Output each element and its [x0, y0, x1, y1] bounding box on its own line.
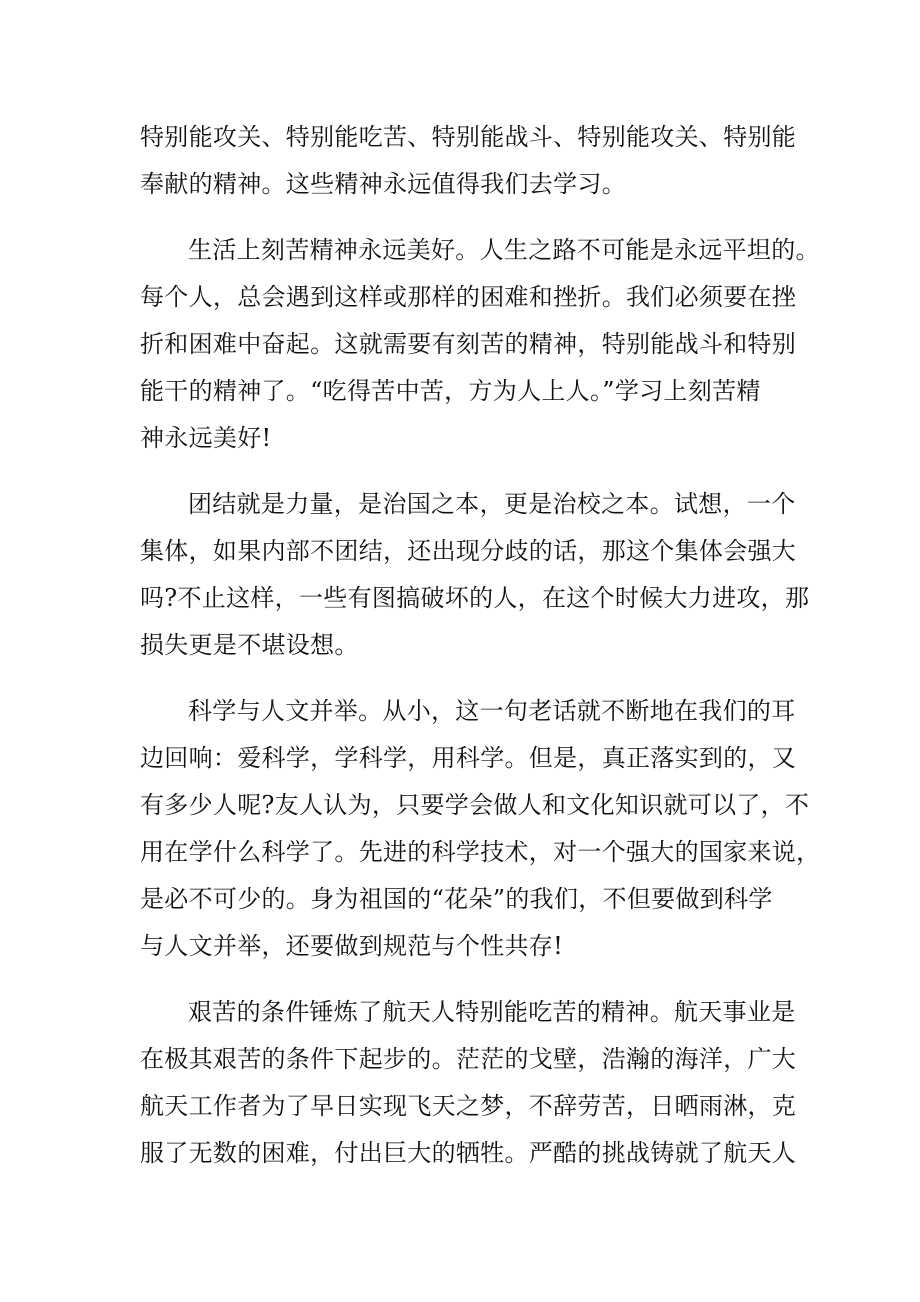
text-line: 有多少人呢?友人认为，只要学会做人和文化知识就可以了，不	[140, 791, 810, 819]
text-line: 神永远美好!	[140, 424, 272, 452]
text-line: 科学与人文并举。从小，这一句老话就不断地在我们的耳	[188, 697, 796, 725]
document-page	[140, 114, 821, 1196]
paragraph-3	[140, 481, 810, 669]
paragraph-5	[140, 989, 800, 1177]
paragraph-1	[140, 114, 800, 208]
text-line: 是必不可少的。身为祖国的“花朵”的我们，不但要做到科学	[140, 885, 773, 913]
text-line: 吗?不止这样，一些有图搞破坏的人，在这个时候大力进攻，那	[140, 584, 810, 612]
text-line: 团结就是力量，是治国之本，更是治校之本。试想，一个	[188, 490, 796, 518]
text-line: 用在学什么科学了。先进的科学技术，对一个强大的国家来说，	[140, 838, 821, 866]
text-line: 艰苦的条件锤炼了航天人特别能吃苦的精神。航天事业是	[188, 998, 796, 1026]
text-line: 与人文并举，还要做到规范与个性共存!	[140, 932, 564, 960]
text-line: 在极其艰苦的条件下起步的。茫茫的戈壁，浩瀚的海洋，广大	[140, 1045, 797, 1073]
text-line: 每个人，总会遇到这样或那样的困难和挫折。我们必须要在挫	[140, 283, 797, 311]
text-line: 能干的精神了。“吃得苦中苦，方为人上人。”学习上刻苦精	[140, 377, 761, 405]
text-line: 生活上刻苦精神永远美好。人生之路不可能是永远平坦的。	[188, 236, 820, 264]
text-line: 服了无数的困难，付出巨大的牺牲。严酷的挑战铸就了航天人	[140, 1139, 797, 1167]
text-line: 边回响：爱科学，学科学，用科学。但是，真正落实到的，又	[140, 744, 797, 772]
text-line: 损失更是不堪设想。	[140, 631, 359, 659]
text-line: 特别能攻关、特别能吃苦、特别能战斗、特别能攻关、特别能	[140, 123, 797, 151]
text-line: 集体，如果内部不团结，还出现分歧的话，那这个集体会强大	[140, 537, 797, 565]
paragraph-2	[140, 227, 820, 462]
paragraph-4	[140, 688, 821, 970]
text-line: 折和困难中奋起。这就需要有刻苦的精神，特别能战斗和特别	[140, 330, 797, 358]
text-line: 奉献的精神。这些精神永远值得我们去学习。	[140, 170, 626, 198]
text-line: 航天工作者为了早日实现飞天之梦，不辞劳苦，日晒雨淋，克	[140, 1092, 797, 1120]
